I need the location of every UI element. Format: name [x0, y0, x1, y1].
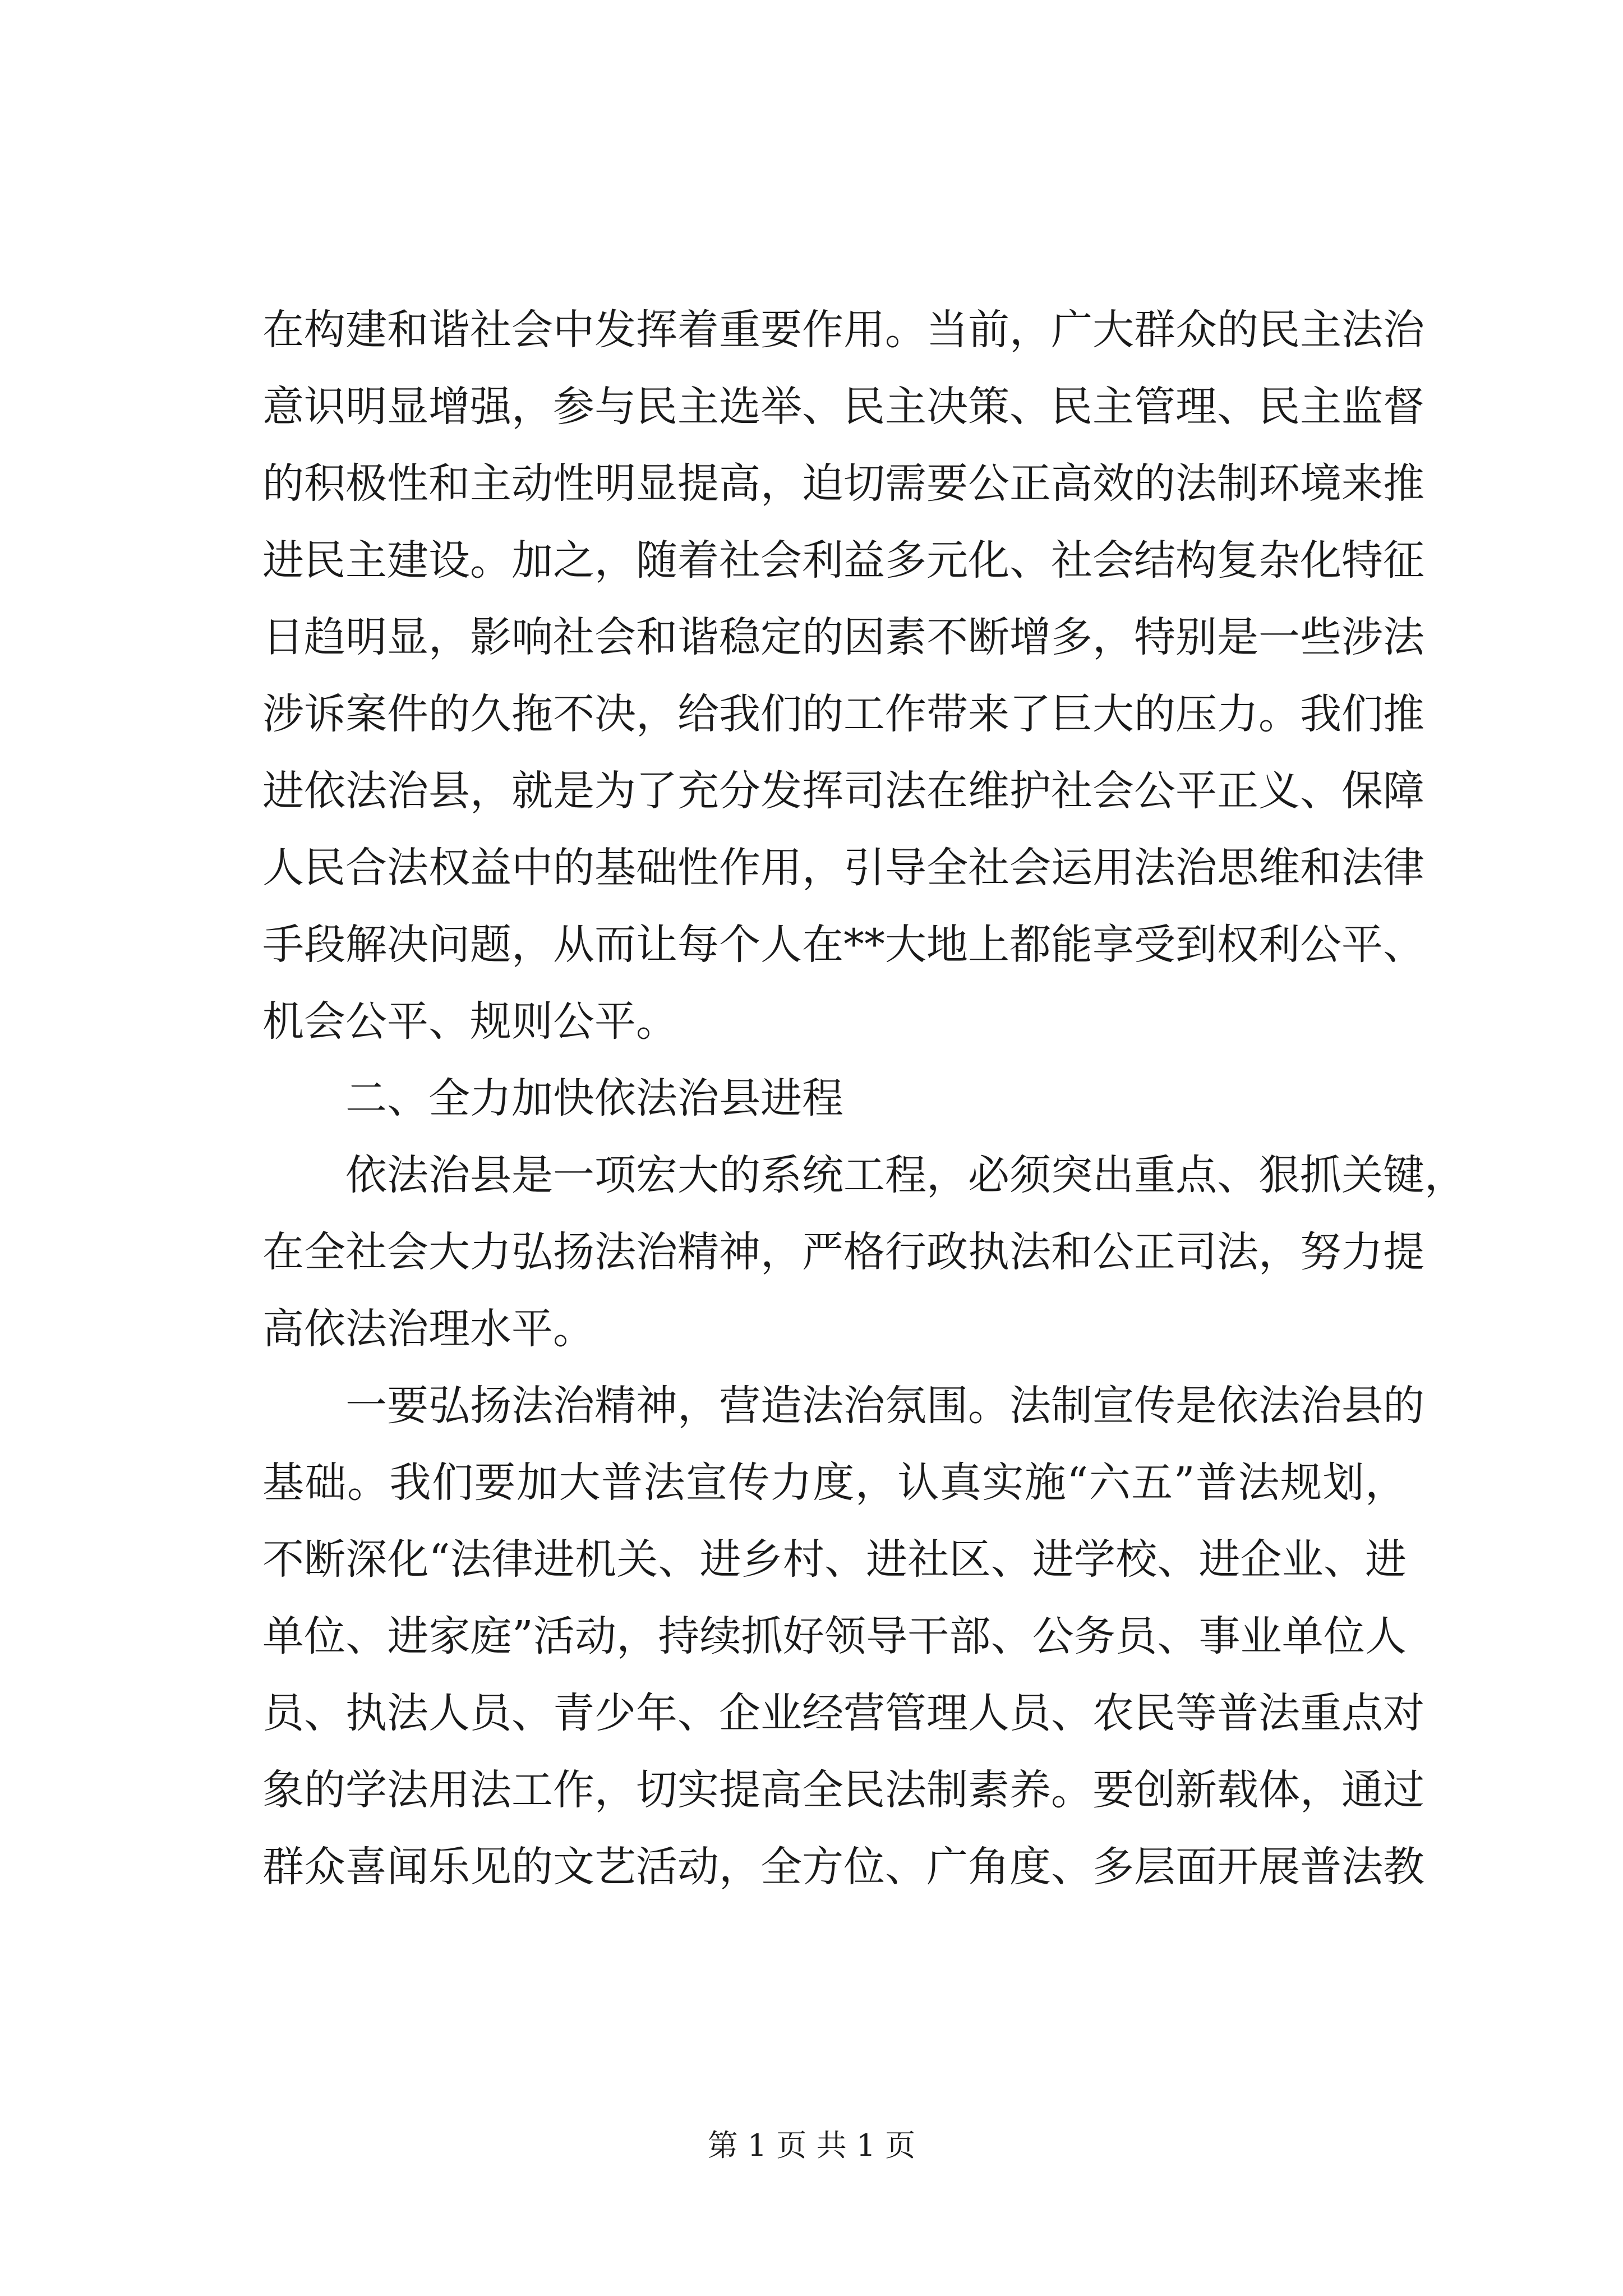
text-line: 人民合法权益中的基础性作用，引导全社会运用法治思维和法律 — [262, 844, 1424, 892]
text-line: 意识明显增强，参与民主选举、民主决策、民主管理、民主监督 — [262, 383, 1424, 431]
text-line: 依法治县是一项宏大的系统工程，必须突出重点、狠抓关键， — [345, 1151, 1466, 1199]
text-line: 涉诉案件的久拖不决，给我们的工作带来了巨大的压力。我们推 — [262, 690, 1424, 738]
text-line: 进依法治县，就是为了充分发挥司法在维护社会公平正义、保障 — [262, 767, 1424, 815]
text-line: 的积极性和主动性明显提高，迫切需要公正高效的法制环境来推 — [262, 459, 1424, 508]
text-line: 单位、进家庭”活动，持续抓好领导干部、公务员、事业单位人 — [262, 1612, 1407, 1660]
text-line: 在全社会大力弘扬法治精神，严格行政执法和公正司法，努力提 — [262, 1228, 1424, 1276]
page-footer: 第 1 页 共 1 页 — [707, 2128, 916, 2163]
text-line: 机会公平、规则公平。 — [262, 997, 677, 1046]
text-line: 群众喜闻乐见的文艺活动，全方位、广角度、多层面开展普法教 — [262, 1843, 1424, 1891]
text-line: 进民主建设。加之，随着社会利益多元化、社会结构复杂化特征 — [262, 536, 1424, 585]
text-line: 二、全力加快依法治县进程 — [345, 1074, 843, 1122]
text-line: 手段解决问题，从而让每个人在**大地上都能享受到权利公平、 — [262, 921, 1424, 969]
text-line: 在构建和谐社会中发挥着重要作用。当前，广大群众的民主法治 — [262, 306, 1424, 354]
text-line: 不断深化“法律进机关、进乡村、进社区、进学校、进企业、进 — [262, 1535, 1407, 1584]
text-line: 高依法治理水平。 — [262, 1305, 594, 1353]
text-line: 日趋明显，影响社会和谐稳定的因素不断增多，特别是一些涉法 — [262, 613, 1424, 661]
text-line: 基础。我们要加大普法宣传力度，认真实施“六五”普法规划， — [262, 1458, 1407, 1507]
text-line: 员、执法人员、青少年、企业经营管理人员、农民等普法重点对 — [262, 1689, 1424, 1737]
text-line: 象的学法用法工作，切实提高全民法制素养。要创新载体，通过 — [262, 1766, 1424, 1814]
text-line: 一要弘扬法治精神，营造法治氛围。法制宣传是依法治县的 — [345, 1382, 1424, 1430]
document-body — [262, 292, 1466, 1906]
